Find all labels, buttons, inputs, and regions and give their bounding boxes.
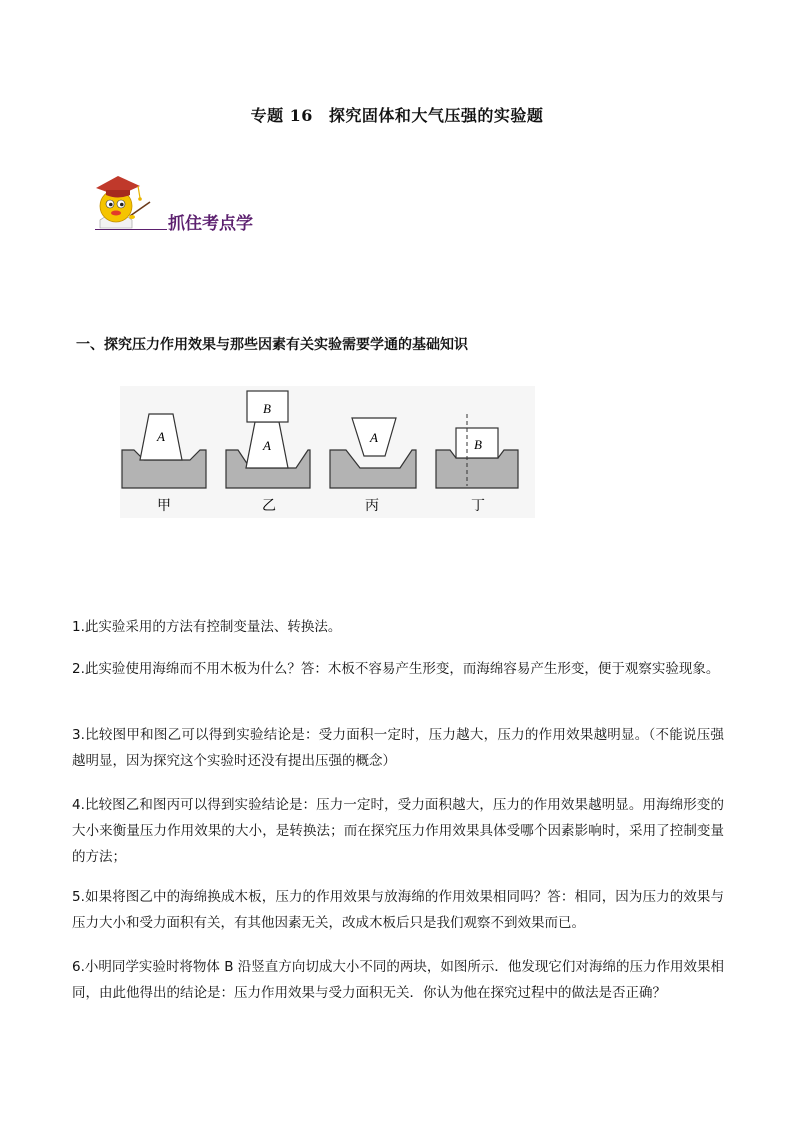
paragraph-6: 6.小明同学实验时将物体 B 沿竖直方向切成大小不同的两块，如图所示．他发现它们对海绵的压力作用效果相同，由此他得出的结论是：压力作用效果与受力面积无关．你认为他在探究过程中的做法是否正确？ <box>72 959 724 1001</box>
block-a-label: A <box>370 430 378 445</box>
title-text: 探究固体和大气压强的实验题 <box>328 106 544 125</box>
title-label: 专题 16 <box>250 106 313 125</box>
paragraph-1: 1.此实验采用的方法有控制变量法、转换法。 <box>72 619 342 635</box>
badge-label: 抓住考点学 <box>168 214 253 234</box>
caption-ding: 丁 <box>471 498 485 514</box>
block-a-label: A <box>263 438 271 453</box>
caption-yi: 乙 <box>262 498 276 514</box>
block-b-label: B <box>263 401 271 416</box>
page-title <box>0 103 794 126</box>
mascot-icon <box>96 176 150 228</box>
paragraph-2: 2.此实验使用海绵而不用木板为什么？答：木板不容易产生形变，而海绵容易产生形变，便于观察实验现象。 <box>72 661 720 677</box>
block-a-label: A <box>157 429 165 444</box>
paragraph-5: 5.如果将图乙中的海绵换成木板，压力的作用效果与放海绵的作用效果相同吗？答：相同，因为压力的效果与压力大小和受力面积有关，有其他因素无关，改成木板后只是我们观察不到效果而已。 <box>72 889 724 931</box>
badge-underline <box>95 229 167 230</box>
caption-bing: 丙 <box>365 498 379 514</box>
experiment-figure <box>120 386 535 518</box>
paragraph-4: 4.比较图乙和图丙可以得到实验结论是：压力一定时，受力面积越大，压力的作用效果越明显。用海绵形变的大小来衡量压力作用效果的大小，是转换法；而在探究压力作用效果具体受哪个因素影响时，采用了控制变量的方法； <box>72 797 724 865</box>
caption-jia: 甲 <box>157 498 171 514</box>
paragraph-3: 3.比较图甲和图乙可以得到实验结论是：受力面积一定时，压力越大，压力的作用效果越明显。（不能说压强越明显，因为探究这个实验时还没有提出压强的概念） <box>72 727 724 769</box>
block-b-label: B <box>474 437 482 452</box>
section-heading: 一、探究压力作用效果与那些因素有关实验需要学通的基础知识 <box>76 337 468 353</box>
